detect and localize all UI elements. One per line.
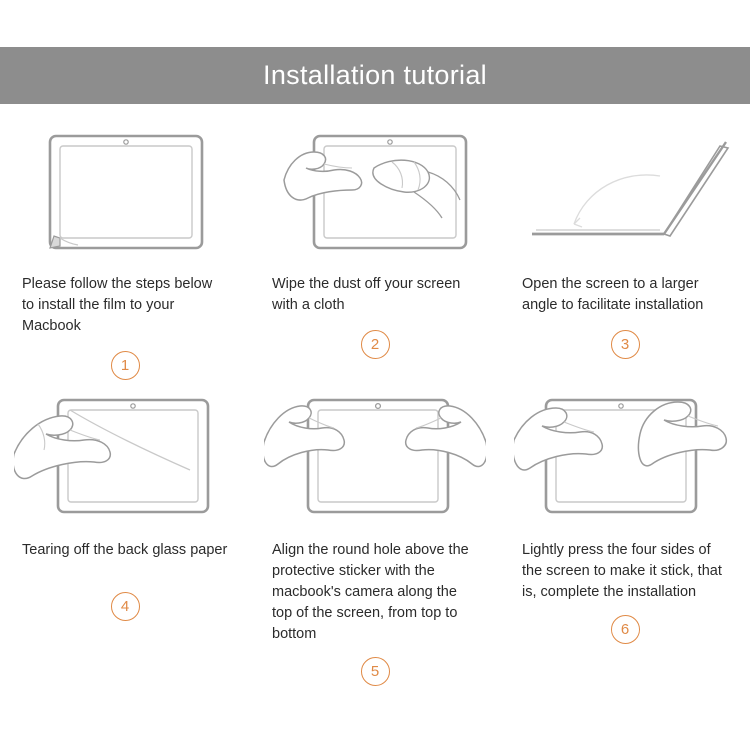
steps-grid [0,128,750,688]
step-caption-6: Lightly press the four sides of the screen to make it stick, that is, complete the installation [522,542,722,600]
step-number-4: 4 [111,592,140,621]
step-card-3 [500,128,750,388]
illustration-align-film [264,394,486,526]
step-card-5 [250,388,500,688]
step-number-6: 6 [611,615,640,644]
illustration-press-screen-sides [514,394,736,526]
step-card-2 [250,128,500,388]
illustration-peel-back-paper [14,394,236,526]
step-number-2: 2 [361,330,390,359]
header-bar [0,47,750,104]
page-title: Installation tutorial [263,60,487,90]
step-caption-1: Please follow the steps below to install the film to your Macbook [22,276,213,334]
step-caption-5: Align the round hole above the protective sticker with the macbook's camera along the top of the screen, from top to bottom [272,542,469,642]
step-number-1: 1 [111,351,140,380]
step-card-4 [0,388,250,688]
step-caption-2: Wipe the dust off your screen with a cloth [272,276,461,313]
step-caption-3: Open the screen to a larger angle to facilitate installation [522,276,704,313]
step-card-6 [500,388,750,688]
step-caption-4: Tearing off the back glass paper [22,542,228,558]
illustration-peeling-film [14,128,236,260]
step-card-1 [0,128,250,388]
step-number-5: 5 [361,657,390,686]
illustration-wipe-screen [264,128,486,260]
step-number-3: 3 [611,330,640,359]
illustration-open-laptop-angle [514,128,736,260]
